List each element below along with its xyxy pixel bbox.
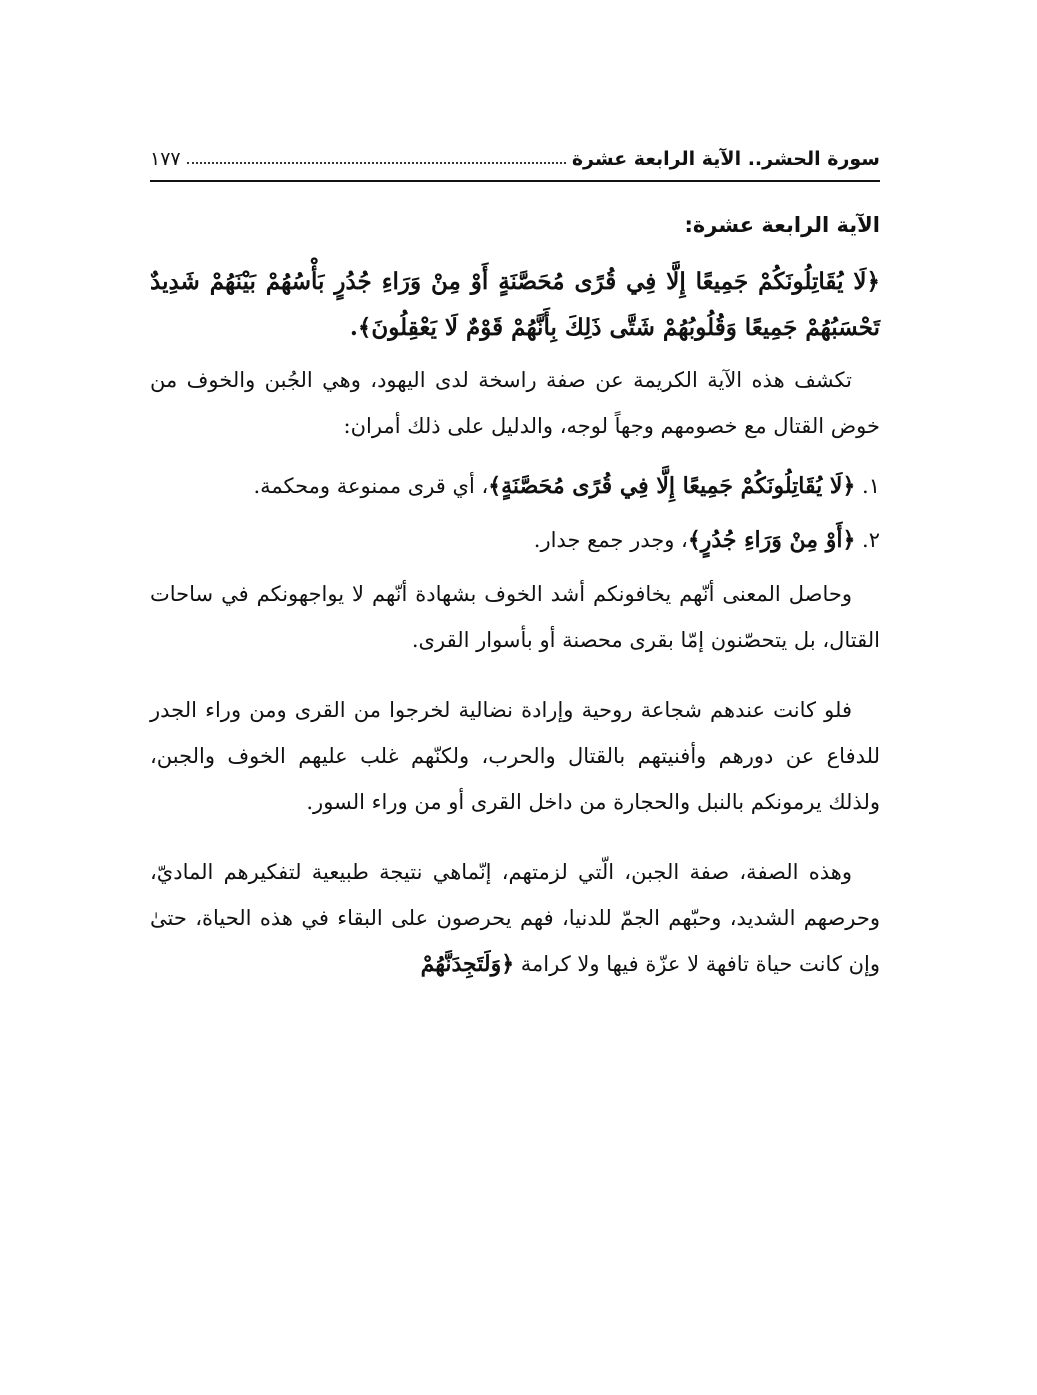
paragraph-4-verse: ﴿وَلَتَجِدَنَّهُمْ [420,951,515,977]
list-item-1-number: ١. [862,474,880,498]
list-item-2-verse: ﴿أَوْ مِنْ وَرَاءِ جُدُرٍ﴾ [687,527,856,553]
quran-verse: ﴿لَا يُقَاتِلُونَكُمْ جَمِيعًا إِلَّا فِي قُرًى مُحَصَّنَةٍ أَوْ مِنْ وَرَاءِ جُدُرٍ بَأْسُهُمْ بَيْنَهُمْ شَدِيدٌ تَحْسَبُهُمْ جَمِيعًا وَقُلُوبُهُمْ شَتَّى ذَلِكَ بِأَنَّهُمْ قَوْمٌ لَا يَعْقِلُونَ﴾. [150,268,880,341]
section-heading: الآية الرابعة عشرة: [684,213,880,237]
paragraph-4-text: وهذه الصفة، صفة الجبن، الّتي لزمتهم، إنّماهي نتيجة طبيعية لتفكيرهم الماديّ، وحرصهم الشديد، وحبّهم الجمّ للدنيا، فهم يحرصون على البقاء في هذه الحياة، حتىٰ وإن كانت حياة تافهة لا عزّة فيها ولا كرامة [150,860,880,976]
list-item-2-number: ٢. [862,528,880,552]
paragraph-3 [150,687,880,825]
page-header [150,138,880,170]
header-rule [150,180,880,182]
paragraph-3-text: فلو كانت عندهم شجاعة روحية وإرادة نضالية لخرجوا من القرى ومن وراء الجدر للدفاع عن دورهم وأفنيتهم بالقتال والحرب، ولكنّهم غلب عليهم الخوف والجبن، ولذلك يرمونكم بالنبل والحجارة من داخل القرى أو من وراء السور. [150,698,880,814]
list-item-2-text: ، وجدر جمع جدار. [533,528,688,552]
list-item-1-text: ، أي قرى ممنوعة ومحكمة. [253,474,489,498]
page-number: ١٧٧ [150,148,181,170]
running-title: سورة الحشر.. الآية الرابعة عشرة [571,148,880,170]
paragraph-1 [150,357,880,449]
paragraph-2-text: وحاصل المعنى أنّهم يخافونكم أشد الخوف بشهادة أنّهم لا يواجهونكم في ساحات القتال، بل يتحصّنون إمّا بقرى محصنة أو بأسوار القرى. [150,582,880,652]
paragraph-2 [150,571,880,663]
paragraph-4 [150,849,880,987]
page-body [150,205,880,1001]
list-item-2 [150,517,880,563]
paragraph-1-text: تكشف هذه الآية الكريمة عن صفة راسخة لدى اليهود، وهي الجُبن والخوف من خوض القتال مع خصومهم وجهاً لوجه، والدليل على ذلك أمران: [150,368,880,438]
list-item-1 [150,463,880,509]
list-item-1-verse: ﴿لَا يُقَاتِلُونَكُمْ جَمِيعًا إِلَّا فِي قُرًى مُحَصَّنَةٍ﴾ [488,473,856,499]
dotted-leader [187,161,566,164]
